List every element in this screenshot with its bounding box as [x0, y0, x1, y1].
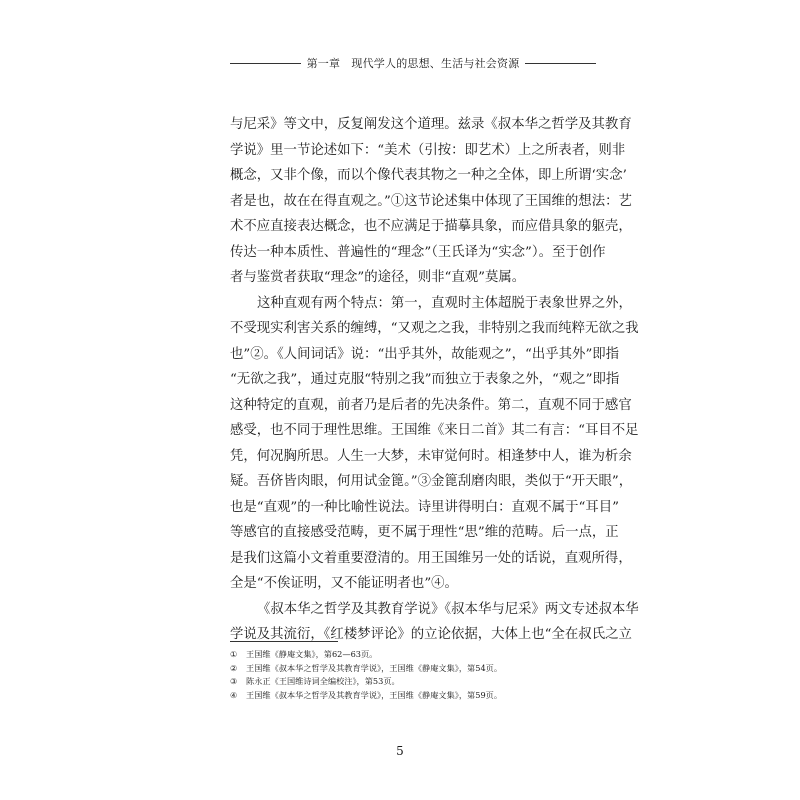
text-line: 学说及其流衍，《红楼梦评论》的立论依据，大体上也“全在叔氏之立 — [230, 627, 632, 642]
footnote-mark: ④ — [230, 689, 238, 700]
text-line: 学说》里一节论述如下：“美术（引按：即艺术）上之所表者，则非 — [230, 142, 626, 158]
text-line: 概念，又非个像，而以个像代表其物之一种之全体，即上所谓‘实念’ — [230, 168, 627, 183]
footnote — [230, 689, 596, 703]
text-line: 全是“不俟证明，又不能证明者也”④。 — [230, 576, 458, 591]
footnote-separator — [230, 641, 338, 642]
text-line: 凭，何况胸所思。人生一大梦，未审觉何时。相逢梦中人，谁为析余 — [230, 448, 632, 464]
text-line: “无欲之我”，通过克服“特别之我”而独立于表象之外，“观之”即指 — [230, 372, 620, 387]
text-line: 也是“直观”的一种比喻性说法。诗里讲得明白：直观不属于“耳目” — [230, 499, 619, 515]
main-text — [230, 112, 639, 648]
footnote — [230, 648, 596, 662]
text-line: 者与鉴赏者获取“理念”的途径，则非“直观”莫属。 — [230, 270, 526, 285]
footnote-text: 王国维《叔本华之哲学及其教育学说》，王国维《静庵文集》，第54页。 — [246, 662, 503, 673]
text-line: 这种直观有两个特点：第一，直观时主体超脱于表象世界之外， — [257, 295, 632, 311]
page-number: 5 — [396, 744, 404, 758]
text-line: 《叔本华之哲学及其教育学说》《叔本华与尼采》两文专述叔本华 — [257, 601, 639, 617]
running-header — [230, 52, 596, 74]
text-line: 者是也，故在在得直观之。”①这节论述集中体现了王国维的想法：艺 — [230, 193, 632, 209]
header-rule-left — [230, 63, 301, 64]
text-line: 传达一种本质性、普遍性的“理念”（王氏译为“实念”）。至于创作 — [230, 244, 606, 260]
footnote-mark: ③ — [230, 676, 238, 686]
footnote-mark: ② — [230, 662, 238, 673]
footnote-text: 王国维《叔本华之哲学及其教育学说》，王国维《静庵文集》，第59页。 — [246, 689, 503, 700]
footnote-text: 王国维《静庵文集》，第62—63页。 — [246, 649, 378, 659]
footnote-mark: ① — [230, 649, 238, 659]
footnote — [230, 662, 596, 676]
footnote — [230, 675, 596, 689]
header-rule-right — [525, 63, 596, 64]
text-line: 不受现实利害关系的缠缚，“又观之之我，非特别之我而纯粹无欲之我 — [230, 321, 639, 336]
footnote-text: 陈永正《王国维诗词全编校注》，第53页。 — [246, 676, 400, 686]
chapter-title: 第一章 现代学人的思想、生活与社会资源 — [306, 57, 520, 70]
footnotes — [230, 648, 596, 702]
text-line: 与尼采》等文中，反复阐发这个道理。兹录《叔本华之哲学及其教育 — [230, 117, 632, 132]
text-line: 也”②。《人间词话》说：“出乎其外，故能观之”，“出乎其外”即指 — [230, 346, 620, 362]
text-line: 是我们这篇小文着重要澄清的。用王国维另一处的话说，直观所得， — [230, 550, 632, 566]
text-line: 感受，也不同于理性思维。王国维《来日二首》其二有言：“耳目不足 — [230, 423, 639, 438]
text-line: 疑。吾侪皆肉眼，何用试金篦。”③金篦刮磨肉眼，类似于“开天眼”， — [230, 474, 633, 489]
text-line: 术不应直接表达概念，也不应满足于描摹具象，而应借具象的躯壳， — [230, 219, 632, 234]
text-line: 这种特定的直观，前者乃是后者的先决条件。第二，直观不同于感官 — [230, 397, 632, 413]
text-line: 等感官的直接感受范畴，更不属于理性“思”维的范畴。后一点，正 — [230, 525, 619, 540]
